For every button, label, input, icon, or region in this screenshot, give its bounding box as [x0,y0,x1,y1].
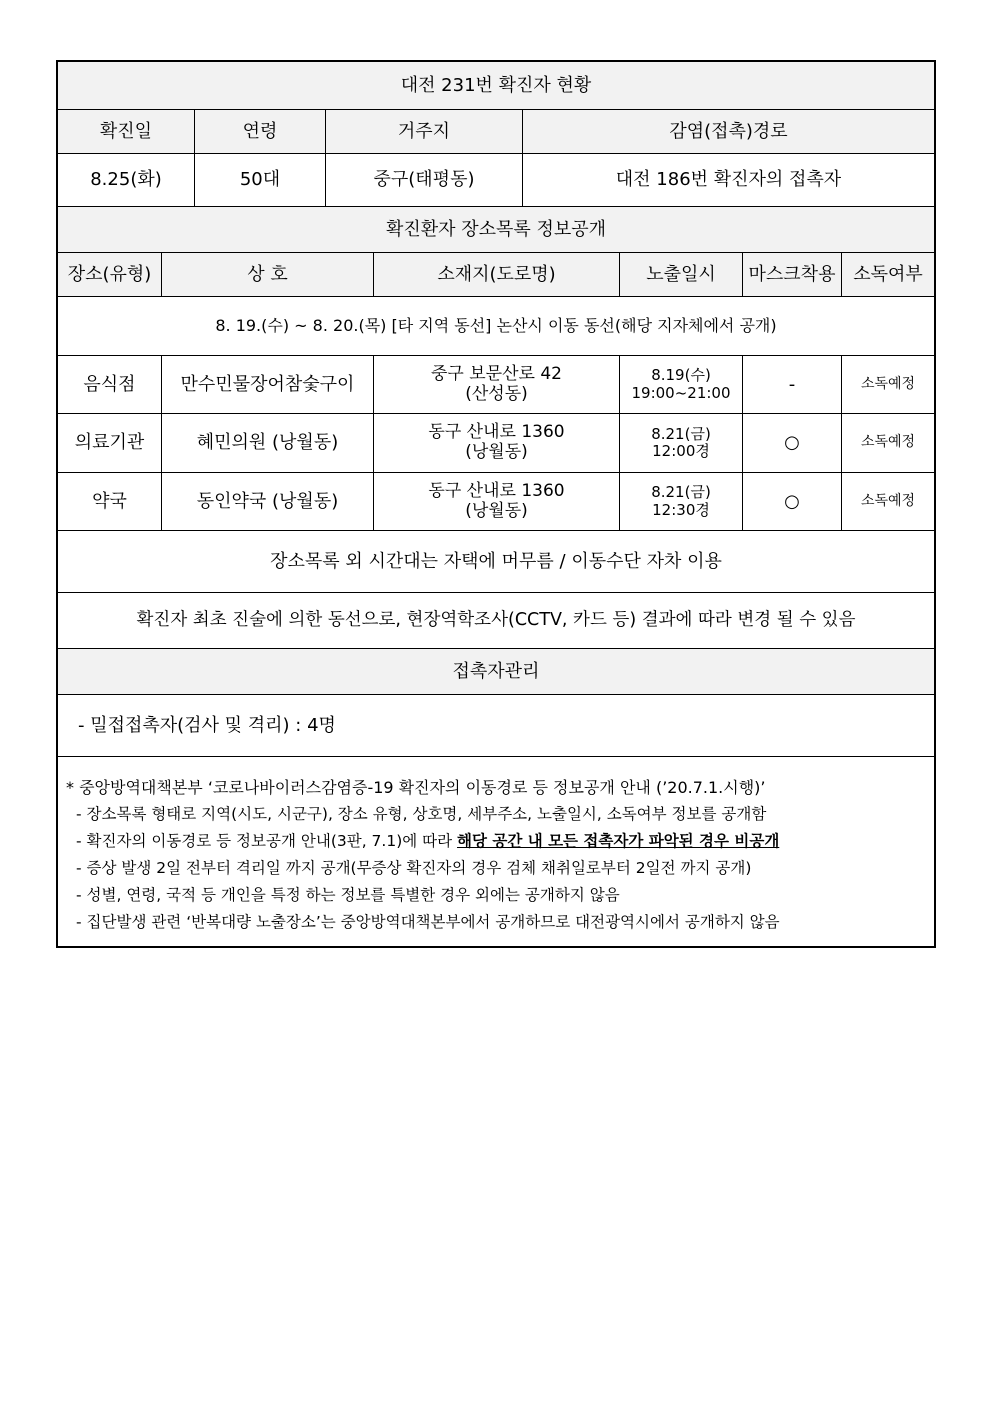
address-dong: (산성동) [465,383,528,404]
summary-header-row [58,110,934,154]
header-address: 소재지(도로명) [374,253,620,296]
places-title: 확진환자 장소목록 정보공개 [385,218,607,240]
notes-line-emphasis: 해당 공간 내 모든 접촉자가 파악된 경우 비공개 [457,832,780,850]
disclaimer-row [58,593,934,649]
address-road: 중구 보문산로 42 [431,363,562,384]
places-header-row [58,253,934,297]
header-exposure-time: 노출일시 [620,253,743,296]
summary-title-row [58,62,934,110]
header-disinfection: 소독여부 [853,263,923,285]
report-table [56,60,936,948]
places-title-row [58,207,934,253]
header-mask: 마스크착용 [743,253,842,296]
address [374,356,620,413]
disinfection-status: 소독예정 [860,375,916,392]
place-type: 음식점 [58,356,162,413]
business-name: 혜민의원 (낭월동) [162,414,374,472]
header-business-name: 상 호 [162,253,374,296]
exposure-hours: 12:30경 [652,500,710,519]
business-name: 동인약국 (낭월동) [162,473,374,530]
address-dong: (낭월동) [465,442,528,462]
exposure-time [620,473,743,530]
address-dong: (낭월동) [465,500,528,521]
table-row [58,414,934,473]
notes-title: * 중앙방역대책본부 ‘코로나바이러스감염증-19 확진자의 이동경로 등 정보공개 안내 (’20.7.1.시행)’ [66,778,766,797]
notes-line: - 집단발생 관련 ‘반복대량 노출장소’는 중앙방역대책본부에서 공개하므로 대전광역시에서 공개하지 않음 [76,913,780,931]
exposure-date: 8.21(금) [651,483,711,502]
header-route: 감염(접촉)경로 [669,120,788,142]
mask-status: - [743,356,842,413]
disinfection-status: 소독예정 [860,492,916,509]
notes-line: - 장소목록 형태로 지역(시도, 시군구), 장소 유형, 상호명, 세부주소, 노출일시, 소독여부 정보를 공개함 [76,805,767,823]
outside-hours-note: 장소목록 외 시간대는 자택에 머무름 / 이동수단 자차 이용 [270,550,722,572]
exposure-time [620,356,743,413]
notes-line: - 증상 발생 2일 전부터 격리일 까지 공개(무증상 확진자의 경우 검체 채취일로부터 2일전 까지 공개) [76,859,752,877]
exposure-time [620,414,743,472]
place-type: 의료기관 [58,414,162,472]
other-region-notice-row [58,297,934,356]
address [374,414,620,472]
disclosure-notes [58,758,934,936]
age: 50대 [195,154,326,206]
exposure-hours: 12:00경 [652,442,710,460]
contacts-title: 접촉자관리 [452,660,540,682]
business-name: 만수민물장어참숯구이 [162,356,374,413]
outside-hours-note-row [58,531,934,593]
mask-status: ○ [743,414,842,472]
notes-line [66,828,924,855]
address-road: 동구 산내로 1360 [428,480,565,501]
other-region-notice: 8. 19.(수) ~ 8. 20.(목) [타 지역 동선] 논산시 이동 동선(해당 지자체에서 공개) [215,316,777,336]
header-place-type: 장소(유형) [58,253,162,296]
header-residence: 거주지 [326,110,523,153]
exposure-date: 8.21(금) [651,424,711,443]
route-disclaimer: 확진자 최초 진술에 의한 동선으로, 현장역학조사(CCTV, 카드 등) 결과에 따라 변경 될 수 있음 [136,609,856,630]
infection-route: 대전 186번 확진자의 접촉자 [615,169,842,191]
notes-line-text: - 확진자의 이동경로 등 정보공개 안내(3판, 7.1)에 따라 [76,832,458,850]
residence: 중구(태평동) [326,154,523,206]
place-type: 약국 [58,473,162,530]
table-row [58,356,934,414]
table-row [58,473,934,531]
header-confirm-date: 확진일 [58,110,195,153]
summary-value-row [58,154,934,207]
contacts-title-row [58,649,934,695]
exposure-date: 8.19(수) [651,366,711,385]
notes-line: - 성별, 연령, 국적 등 개인을 특정 하는 정보를 특별한 경우 외에는 공개하지 않음 [76,886,620,904]
disinfection-status: 소독예정 [860,434,916,451]
address [374,473,620,530]
contacts-item-row [58,695,934,757]
address-road: 동구 산내로 1360 [428,422,565,443]
close-contacts-count: - 밀접접촉자(검사 및 격리) : 4명 [78,714,336,736]
header-age: 연령 [195,110,326,153]
summary-title: 대전 231번 확진자 현황 [400,74,592,96]
confirm-date: 8.25(화) [58,154,195,206]
exposure-hours: 19:00~21:00 [631,383,731,402]
mask-status: ○ [743,473,842,530]
